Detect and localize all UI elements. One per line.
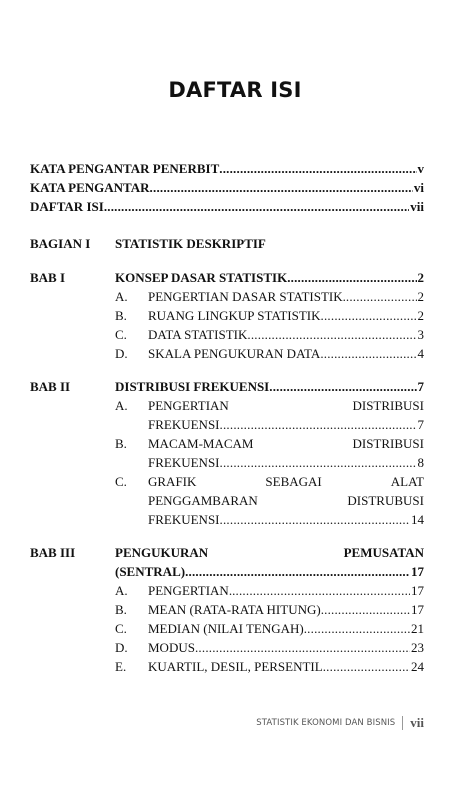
subentry-title: FREKUENSI: [148, 455, 220, 470]
chapter-title: DISTRIBUSI FREKUENSI: [115, 379, 270, 394]
toc-subentry: [0, 434, 470, 453]
toc-entry: [0, 159, 470, 178]
subentry-letter: C.: [115, 621, 127, 636]
chapter-heading: [0, 377, 470, 396]
toc-subentry: [0, 287, 470, 306]
subentry-word: MACAM-MACAM: [148, 436, 254, 451]
toc-subentry: [0, 306, 470, 325]
subentry-page: 2: [417, 289, 424, 304]
chapter-title: KONSEP DASAR STATISTIK: [115, 270, 288, 285]
footer-divider: [402, 716, 403, 730]
subentry-page: 21: [411, 621, 424, 636]
toc-subentry: [0, 325, 470, 344]
subentry-title: MODUS: [148, 640, 195, 655]
subentry-title: KUARTIL, DESIL, PERSENTIL: [148, 659, 323, 674]
subentry-word: SEBAGAI: [265, 474, 322, 489]
subentry-letter: D.: [115, 640, 128, 655]
toc-subentry-cont: [0, 415, 470, 434]
subentry-letter: A.: [115, 583, 128, 598]
toc-entry: [0, 178, 470, 197]
subentry-word: DISTRIBUSI: [352, 436, 424, 451]
subentry-page: 3: [417, 327, 424, 342]
subentry-title: MEAN (RATA-RATA HITUNG): [148, 602, 321, 617]
subentry-title: PENGERTIAN.: [148, 583, 233, 598]
subentry-page: 8: [417, 455, 424, 470]
subentry-word: ALAT: [390, 474, 424, 489]
toc-entry-page: vi: [413, 180, 424, 195]
toc-entry: [0, 197, 470, 216]
toc-subentry: [0, 600, 470, 619]
subentry-letter: A.: [115, 398, 128, 413]
subentry-letter: A.: [115, 289, 128, 304]
page-footer: [256, 715, 424, 731]
chapter-title: (SENTRAL): [115, 564, 186, 579]
toc-subentry: [0, 396, 470, 415]
subentry-letter: E.: [115, 659, 127, 674]
chapter-label: BAB I: [30, 270, 66, 285]
subentry-page: 4: [417, 346, 424, 361]
subentry-title: FREKUENSI: [148, 512, 220, 527]
subentry-page: 7: [417, 417, 424, 432]
subentry-page: 23: [411, 640, 424, 655]
chapter-page: 17: [411, 564, 424, 579]
footer-book-title: STATISTIK EKONOMI DAN BISNIS: [256, 718, 396, 728]
toc-entry-page: vii: [410, 199, 424, 214]
toc-entry-title: KATA PENGANTAR: [30, 180, 150, 195]
chapter-page: 7: [417, 379, 424, 394]
toc-entry-title: DAFTAR ISI: [30, 199, 104, 214]
part-label: BAGIAN I: [30, 236, 91, 251]
subentry-word: PENGGAMBARAN: [148, 493, 258, 508]
chapter-label: BAB III: [30, 545, 76, 560]
footer-page-number: vii: [410, 715, 424, 730]
subentry-letter: C.: [115, 474, 127, 489]
toc-subentry-cont: [0, 491, 470, 510]
subentry-word: DISTRIBUSI: [352, 398, 424, 413]
toc-subentry: [0, 472, 470, 491]
subentry-title: DATA STATISTIK: [148, 327, 248, 342]
toc-subentry: [0, 657, 470, 676]
subentry-title: MEDIAN (NILAI TENGAH): [148, 621, 304, 636]
subentry-title: RUANG LINGKUP STATISTIK: [148, 308, 321, 323]
subentry-page: 17: [411, 583, 424, 598]
subentry-page: 14: [411, 512, 424, 527]
subentry-letter: D.: [115, 346, 128, 361]
toc-subentry-cont: [0, 510, 470, 529]
toc-subentry: [0, 581, 470, 600]
subentry-page: 2: [417, 308, 424, 323]
chapter-heading: [0, 543, 470, 562]
toc-subentry: [0, 638, 470, 657]
part-heading: [0, 234, 470, 253]
subentry-title: PENGERTIAN DASAR STATISTIK.: [148, 289, 346, 304]
chapter-page: 2: [417, 270, 424, 285]
toc-subentry-cont: [0, 453, 470, 472]
chapter-heading: [0, 268, 470, 287]
chapter-title-word: PENGUKURAN: [115, 545, 209, 560]
subentry-page: 17: [411, 602, 424, 617]
toc-subentry: [0, 619, 470, 638]
subentry-letter: B.: [115, 308, 127, 323]
subentry-word: PENGERTIAN: [148, 398, 229, 413]
subentry-title: FREKUENSI: [148, 417, 220, 432]
chapter-heading-cont: [0, 562, 470, 581]
subentry-letter: B.: [115, 602, 127, 617]
chapter-label: BAB II: [30, 379, 71, 394]
toc-entry-title: KATA PENGANTAR PENERBIT: [30, 161, 220, 176]
chapter-title-word: PEMUSATAN: [343, 545, 424, 560]
subentry-word: GRAFIK: [148, 474, 197, 489]
subentry-page: 24: [411, 659, 424, 674]
subentry-letter: C.: [115, 327, 127, 342]
toc-entry-page: v: [417, 161, 424, 176]
page-title: DAFTAR ISI: [168, 78, 302, 102]
subentry-letter: B.: [115, 436, 127, 451]
subentry-title: SKALA PENGUKURAN DATA: [148, 346, 321, 361]
part-title: STATISTIK DESKRIPTIF: [115, 236, 266, 251]
toc-subentry: [0, 344, 470, 363]
subentry-word: DISTRUBUSI: [347, 493, 424, 508]
